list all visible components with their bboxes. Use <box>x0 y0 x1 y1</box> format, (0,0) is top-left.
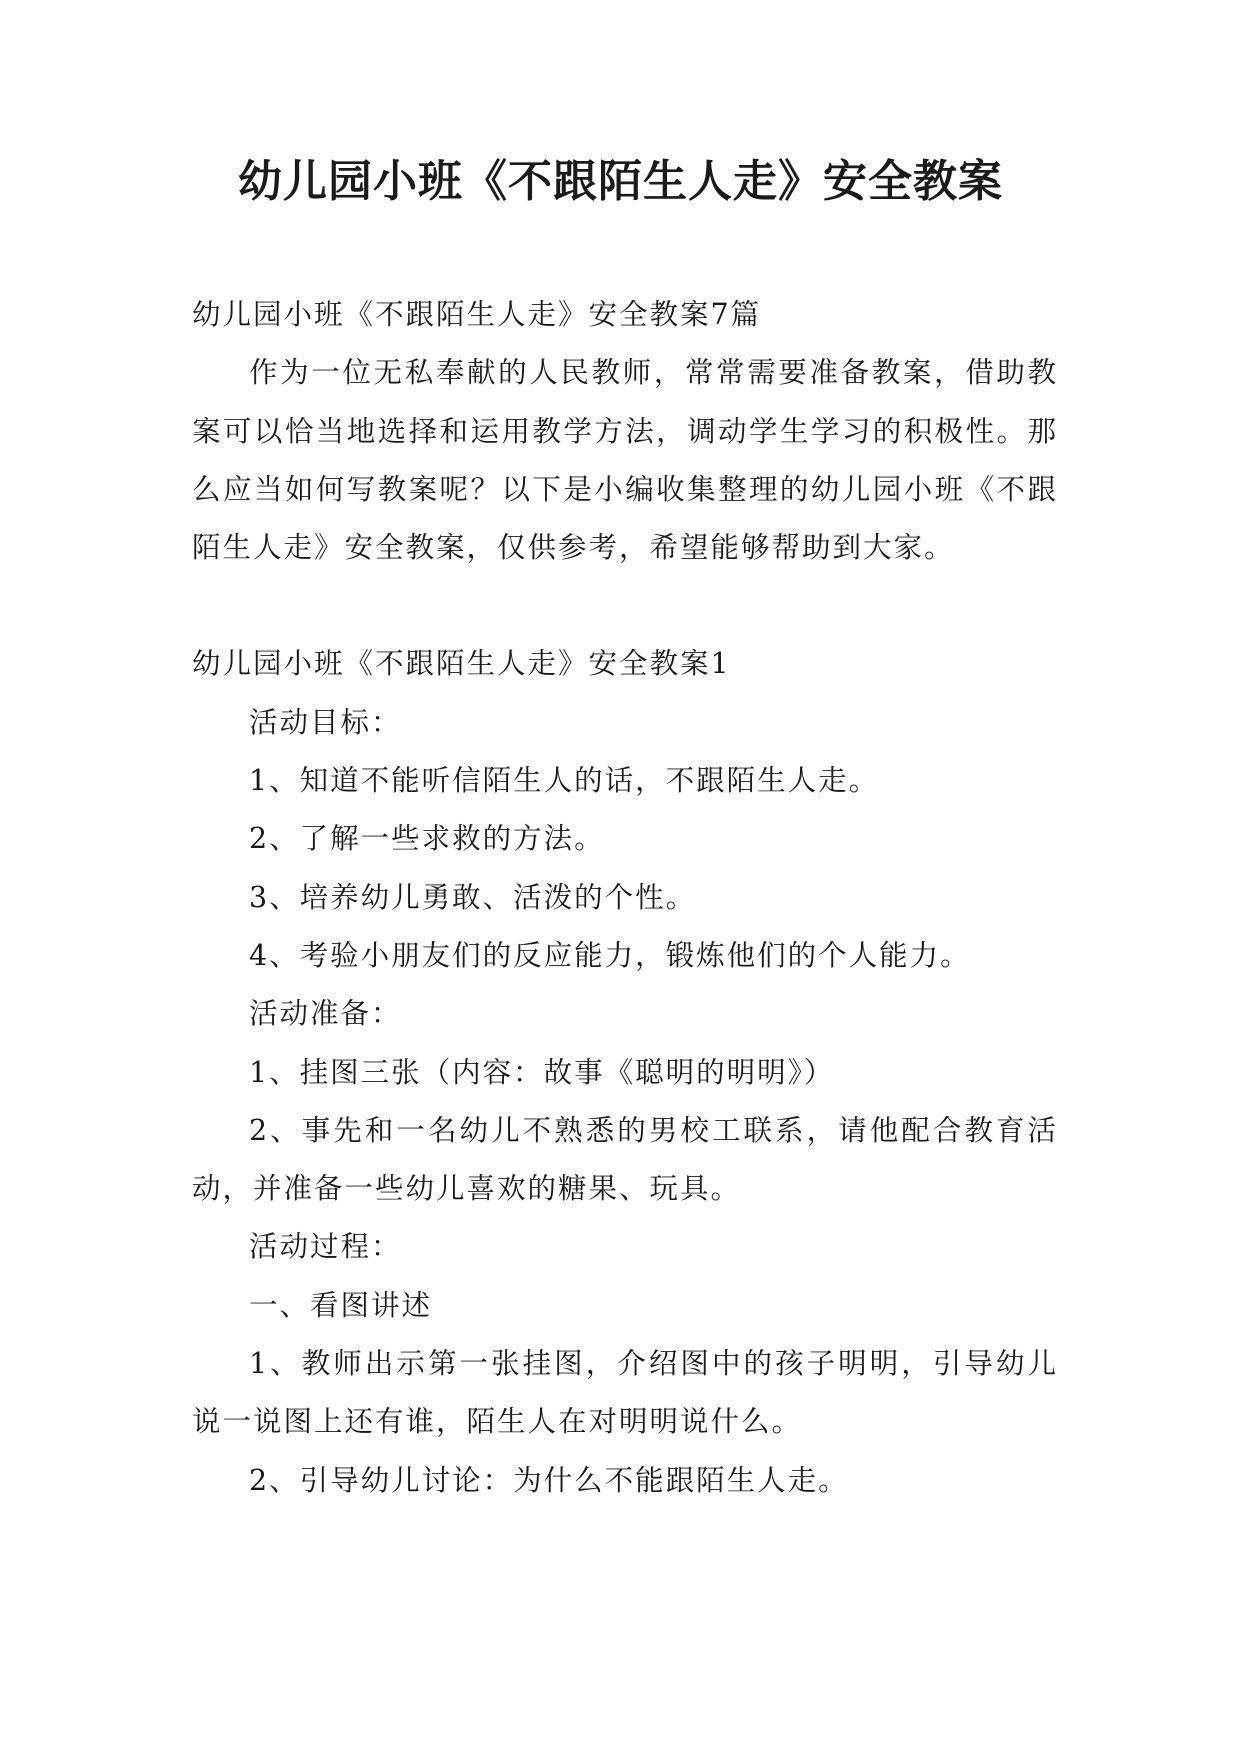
section-heading: 幼儿园小班《不跟陌生人走》安全教案1 <box>192 647 731 681</box>
activity-goals-heading: 活动目标： <box>249 705 402 739</box>
goal-item: 3、培养幼儿勇敢、活泼的个性。 <box>249 880 697 914</box>
activity-process-heading: 活动过程： <box>249 1230 402 1264</box>
goal-item: 2、了解一些求救的方法。 <box>249 822 605 856</box>
section-spacer <box>192 577 1058 635</box>
prep-item: 1、挂图三张（内容：故事《聪明的明明》） <box>249 1055 835 1089</box>
subtitle-paragraph: 幼儿园小班《不跟陌生人走》安全教案7篇 <box>192 298 762 331</box>
process-item: 1、教师出示第一张挂图，介绍图中的孩子明明，引导幼儿说一说图上还有谁，陌生人在对明明说什么。 <box>192 1347 1058 1439</box>
prep-item: 2、事先和一名幼儿不熟悉的男校工联系，请他配合教育活动，并准备一些幼儿喜欢的糖果、玩具。 <box>192 1113 1058 1206</box>
intro-paragraph: 作为一位无私奉献的人民教师，常常需要准备教案，借助教案可以恰当地选择和运用教学方法，调动学生学习的积极性。那么应当如何写教案呢？以下是小编收集整理的幼儿园小班《不跟陌生人走》安全教案，仅供参考，希望能够帮助到大家。 <box>192 356 1058 565</box>
goal-item: 4、考验小朋友们的反应能力，锻炼他们的个人能力。 <box>249 938 971 972</box>
activity-prep-heading: 活动准备： <box>249 997 402 1031</box>
process-subheading: 一、看图讲述 <box>249 1288 433 1322</box>
document-body <box>192 286 1058 1510</box>
process-item: 2、引导幼儿讨论：为什么不能跟陌生人走。 <box>249 1463 849 1497</box>
goal-item: 1、知道不能听信陌生人的话，不跟陌生人走。 <box>249 764 880 798</box>
document-title: 幼儿园小班《不跟陌生人走》安全教案 <box>238 156 1003 207</box>
